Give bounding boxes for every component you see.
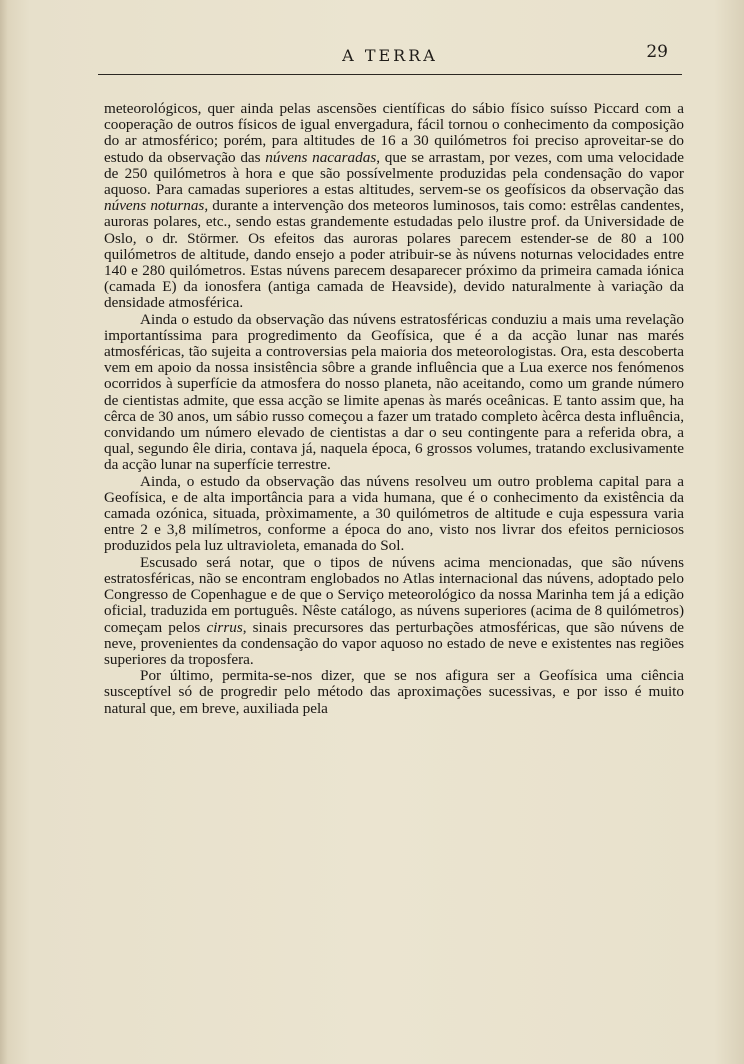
- header-rule: [98, 74, 682, 75]
- paragraph-1: [104, 101, 684, 312]
- paragraph-2: [104, 312, 684, 474]
- page-number: 29: [646, 42, 668, 62]
- running-title: A TERRA: [342, 46, 438, 65]
- running-header: [100, 40, 680, 76]
- text-run: meteorológicos, quer ainda pelas ascensões científicas do sábio físico suísso Piccard com a cooperação de outros físicos de igual envergadura, fácil tornou o conhecimento da composição do ar atmosférico; porém, para altitudes de 16 a 30 quilómetros foi preciso aproveitar-se do estudo da observação das: [104, 100, 684, 166]
- text-run: , sinais precursores das perturbações atmosféricas, que são núvens de neve, provenientes da condensação do vapor aquoso no estado de neve e existentes nas regiões superiores da troposfera.: [104, 618, 684, 668]
- paragraph-3: [104, 474, 684, 555]
- text-run: Ainda, o estudo da observação das núvens resolveu um outro problema capital para a Geofísica, e de alta importância para a vida humana, que é o conhecimento da existência da camada ozónica, situada, pròximamente, a 30 quilómetros de altitude e cuja espessura varia entre 2 e 3,8 milímetros, conforme a época do ano, visto nos livrar dos efeitos perniciosos produzidos pela luz ultravioleta, emanada do Sol.: [104, 472, 684, 555]
- body-text: [104, 101, 684, 717]
- italic-term: núvens noturnas: [104, 197, 205, 215]
- paragraph-4: [104, 555, 684, 668]
- italic-term: núvens nacaradas: [265, 148, 377, 166]
- text-run: Escusado será notar, que o tipos de núvens acima mencionadas, que são núvens estratosféricas, não se encontram englobados no Atlas internacional das núvens, adoptado pelo Congresso de Copenhague e de que o Serviço meteorológico da nossa Marinha tem já a edição oficial, traduzida em português. Nêste catálogo, as núvens superiores (acima de 8 quilómetros) começam pelos: [104, 553, 684, 636]
- text-run: Por último, permita-se-nos dizer, que se nos afigura ser a Geofísica uma ciência susceptível só de progredir pelo método das aproximações sucessivas, e por isso é muito natural que, em breve, auxiliada pela: [104, 667, 684, 717]
- text-run: Ainda o estudo da observação das núvens estratosféricas conduziu a mais uma revelação importantíssima para progredimento da Geofísica, que é a da acção lunar nas marés atmosféricas, tão sujeita a controversias pela maioria dos meteorologistas. Ora, esta descoberta vem em apoio da nossa insistência sôbre a grande influência que a Lua exerce nos fenómenos ocorridos à superfície da atmosfera do nosso planeta, não aceitando, como um grande número de cientistas admite, que essa acção se limite apenas às marés oceânicas. E tanto assim que, ha cêrca de 30 anos, um sábio russo começou a fazer um tratado completo àcêrca desta influência, convidando um número elevado de cientistas a dar o seu contingente para a referida obra, a qual, segundo êle diria, contava já, naquela época, 6 grossos volumes, tratando exclusivamente da acção lunar na superfície terrestre.: [104, 310, 684, 474]
- paragraph-5: [104, 668, 684, 717]
- text-run: , que se arrastam, por vezes, com uma velocidade de 250 quilómetros à hora e que são possívelmente produzidas pela condensação do vapor aquoso. Para camadas superiores a estas altitudes, servem-se os geofísicos da observação das: [104, 148, 684, 199]
- text-run: , durante a intervenção dos meteoros luminosos, tais como: estrêlas candentes, auroras polares, etc., sendo estas grandemente estudadas pelo ilustre prof. da Universidade de Oslo, o dr. Störmer. Os efeitos das auroras polares parecem estender-se de 80 a 100 quilómetros de altitude, dando ensejo a poder atribuir-se às núvens noturnas velocidades entre 140 e 280 quilómetros. Estas núvens parecem desaparecer próximo da primeira camada iónica (camada E) da ionosfera (antiga camada de Heavside), devido naturalmente à variação da densidade atmosférica.: [104, 197, 684, 312]
- italic-term: cirrus: [206, 618, 243, 636]
